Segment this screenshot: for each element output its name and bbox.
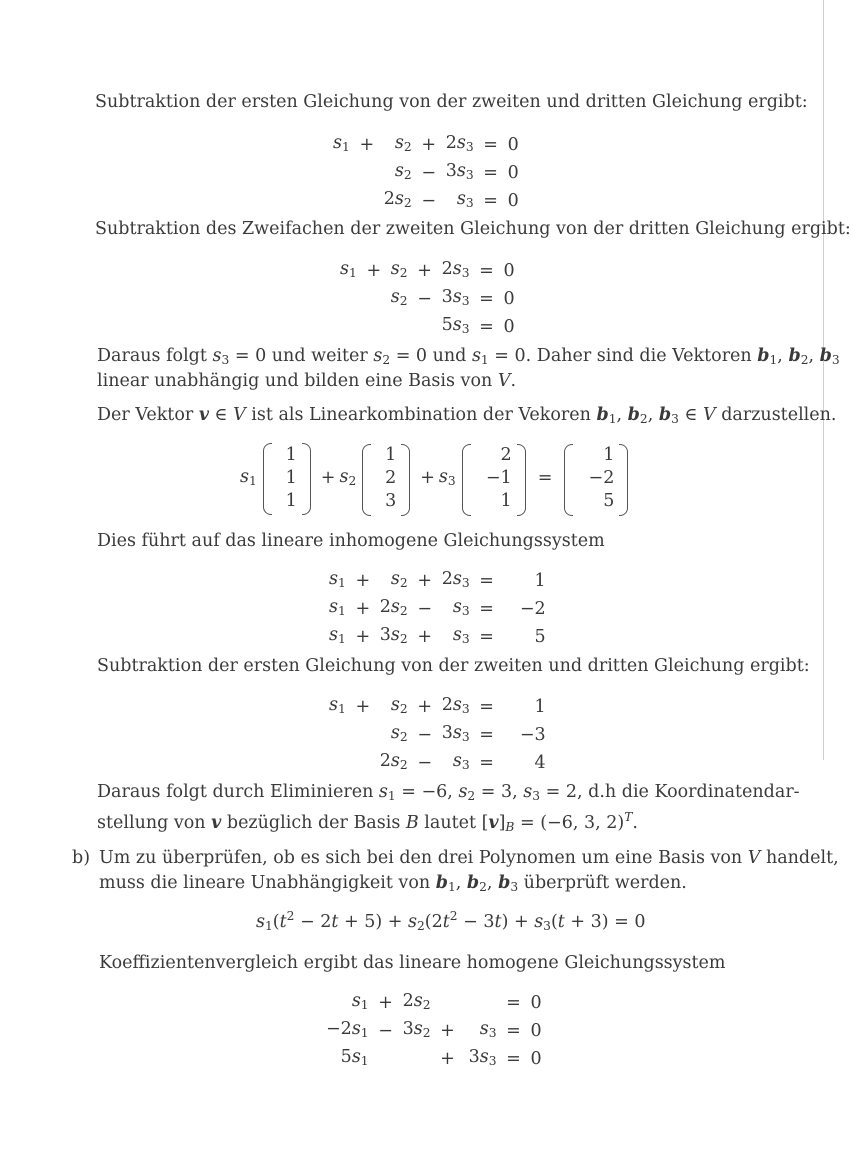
page-edge-rule — [823, 0, 824, 760]
paragraph-subtraction-2: Subtraktion des Zweifachen der zweiten Gleichung von der dritten Gleichung ergibt: — [95, 219, 851, 239]
vector-b1: 1 1 1 — [263, 443, 311, 513]
paragraph-subtraction-3: Subtraktion der ersten Gleichung von der zweiten und dritten Gleichung ergibt: — [97, 656, 810, 676]
equation-system-4: $s_1$ + $s_2$ + $2s_3$ = 1 $s_2$ − $3s_3$ = −3 $2s_2$ − $s_3$ = 4 — [329, 695, 546, 774]
vector-b2: 1 2 3 — [362, 444, 410, 513]
paragraph-linear-combination: Der Vektor v ∈ V ist als Linearkombination der Vekoren $b_1$, $b_2$, $b_3$ ∈ V darzustellen. — [97, 405, 837, 427]
paragraph-polynomials-line2: muss die lineare Unabhängigkeit von $b_1$, $b_2$, $b_3$ überprüft werden. — [99, 873, 687, 895]
vector-equation: $s_1$ 1 1 1 + $s_2$ 1 2 3 + $s_3$ 2 −1 1 = 1 −2 5 — [240, 442, 634, 514]
equation-system-5: $s_1$ + $2s_2$ = 0 $-2s_1$ − $3s_2$ + $s_3$ = 0 $5s_1$ + $3s_3$ = 0 — [326, 991, 542, 1070]
paragraph-conclusion-independence: Daraus folgt $s_3 = 0$ und weiter $s_2 = 0$ und $s_1 = 0$. Daher sind die Vektoren $b_1$, $b_2$, $b_3$ — [97, 346, 840, 368]
paragraph-conclusion-basis: linear unabhängig und bilden eine Basis von V. — [97, 371, 517, 391]
paragraph-inhomogeneous-system: Dies führt auf das lineare inhomogene Gleichungssystem — [97, 531, 605, 551]
paragraph-coefficient-comparison: Koeffizientenvergleich ergibt das lineare homogene Gleichungssystem — [99, 953, 726, 973]
equation-system-1: $s_1$ + $s_2$ + $2s_3$ = 0 $s_2$ − $3s_3$ = 0 $2s_2$ − $s_3$ = 0 — [333, 133, 519, 212]
polynomial-equation: $s_1(t^2 - 2t + 5) + s_2(2t^2 - 3t) + s_3(t + 3) = 0$ — [256, 909, 646, 933]
item-b-label: b) — [72, 848, 91, 868]
paragraph-coordinates-line1: Daraus folgt durch Eliminieren $s_1 = -6$, $s_2 = 3$, $s_3 = 2$, d.h die Koordinatendar- — [97, 782, 800, 804]
equation-system-3: $s_1$ + $s_2$ + $2s_3$ = 1 $s_1$ + $2s_2$ − $s_3$ = −2 $s_1$ + $3s_2$ + $s_3$ = 5 — [329, 569, 546, 648]
vector-v: 1 −2 5 — [564, 444, 628, 513]
paragraph-subtraction-1: Subtraktion der ersten Gleichung von der zweiten und dritten Gleichung ergibt: — [95, 92, 808, 112]
vector-b3: 2 −1 1 — [462, 444, 526, 513]
paragraph-coordinates-line2: stellung von v bezüglich der Basis B lautet $[v]_B = (-6$, 3, 2)$^T$. — [97, 810, 638, 834]
equation-system-2: $s_1$ + $s_2$ + $2s_3$ = 0 $s_2$ − $3s_3$ = 0 $5s_3$ = 0 — [340, 259, 515, 338]
paragraph-polynomials-line1: Um zu überprüfen, ob es sich bei den drei Polynomen um eine Basis von V handelt, — [99, 848, 839, 868]
